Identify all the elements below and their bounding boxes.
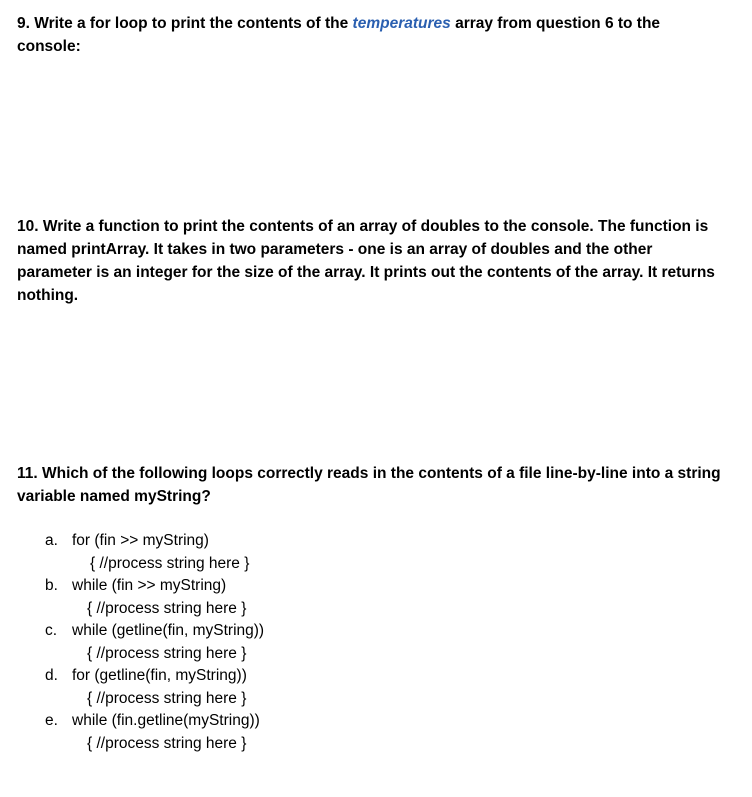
option-b xyxy=(45,575,264,620)
option-body: { //process string here } xyxy=(87,734,247,752)
option-body: { //process string here } xyxy=(87,689,247,707)
option-c xyxy=(45,620,264,665)
option-d xyxy=(45,665,264,710)
option-code: while (getline(fin, myString)) xyxy=(72,622,265,639)
option-code: while (fin >> myString) xyxy=(72,577,227,594)
option-body: { //process string here } xyxy=(87,644,247,662)
option-code: while (fin.getline(myString)) xyxy=(72,712,260,729)
option-code: for (getline(fin, myString)) xyxy=(72,667,247,684)
option-letter: d. xyxy=(45,667,58,684)
option-body: { //process string here } xyxy=(87,599,247,617)
question-11: 11. Which of the following loops correctly reads in the contents of a file line-by-line into a string variable named myString? xyxy=(17,465,721,505)
question-9-text-end: array from question 6 to the console: xyxy=(17,15,661,55)
option-a xyxy=(45,530,264,575)
answer-options xyxy=(45,530,264,755)
question-9-text-start: 9. Write a for loop to print the contents of the xyxy=(17,15,353,32)
question-10: 10. Write a function to print the contents of an array of doubles to the console. The function is named printArray. It takes in two parameters - one is an array of doubles and the other parameter is an integer for the size of the array. It prints out the contents of the array. It returns nothing. xyxy=(17,218,715,304)
option-letter: b. xyxy=(45,577,58,594)
option-letter: c. xyxy=(45,622,58,639)
question-9 xyxy=(17,12,727,58)
option-letter: e. xyxy=(45,712,58,729)
option-letter: a. xyxy=(45,532,58,549)
option-e xyxy=(45,710,264,755)
option-body: { //process string here } xyxy=(90,554,250,572)
question-9-highlight: temperatures xyxy=(352,15,451,32)
option-code: for (fin >> myString) xyxy=(72,532,209,549)
